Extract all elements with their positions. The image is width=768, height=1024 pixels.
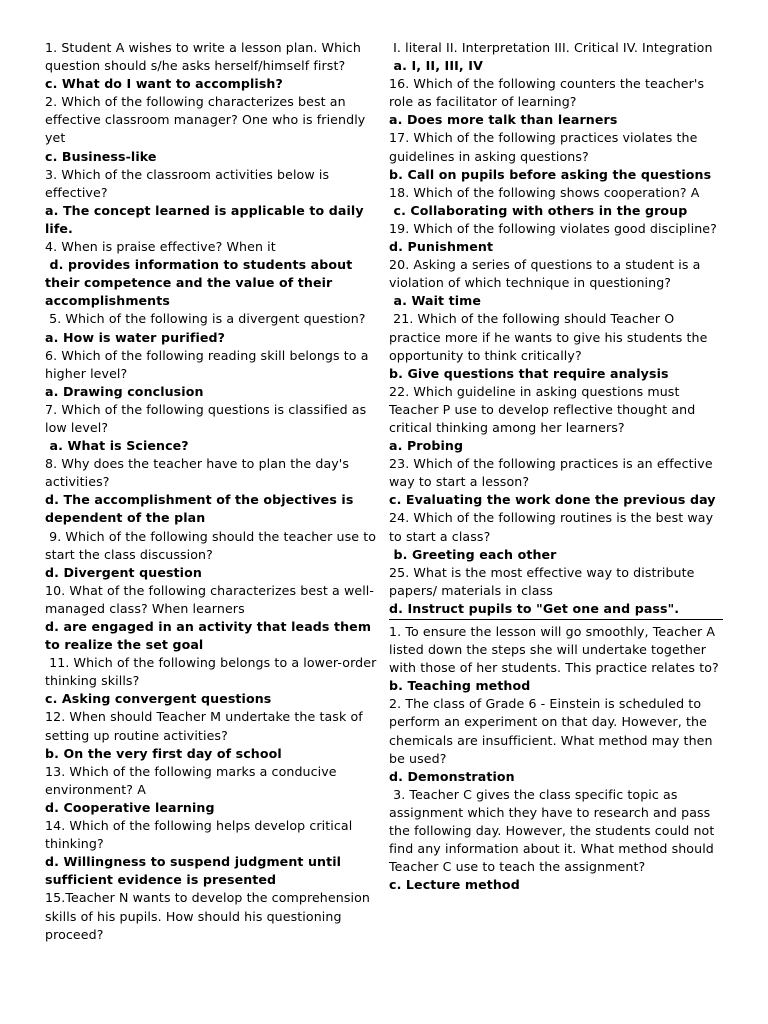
question-text: 13. Which of the following marks a conducive environment? A — [45, 763, 341, 797]
right-column — [389, 39, 723, 894]
answer-line: d. are engaged in an activity that leads them to realize the set goal — [45, 619, 376, 653]
answer-line: a. What is Science? — [45, 438, 189, 454]
question-text: 15.Teacher N wants to develop the comprehension skills of his pupils. How should his questioning proceed? — [45, 890, 375, 942]
left-column — [45, 39, 381, 944]
answer-line: b. Greeting each other — [389, 546, 557, 562]
question-text: 1. Student A wishes to write a lesson plan. Which question should s/he asks herself/himself first? — [45, 40, 366, 74]
question-text: 12. When should Teacher M undertake the task of setting up routine activities? — [45, 709, 367, 743]
question-text: 7. Which of the following questions is classified as low level? — [45, 401, 371, 435]
question-text: 8. Why does the teacher have to plan the day's activities? — [45, 456, 354, 490]
answer-line: a. Wait time — [389, 293, 482, 309]
answer-line: d. The accomplishment of the objectives is dependent of the plan — [45, 492, 358, 526]
answer-line: d. Punishment — [389, 239, 494, 255]
question-text: 11. Which of the following belongs to a lower-order thinking skills? — [45, 655, 381, 689]
question-text: 3. Teacher C gives the class specific topic as assignment which they have to research and pass the following day. However, the students could not find any information about it. What method should Teacher C use to teach the assignment? — [389, 786, 719, 875]
answer-line: a. I, II, III, IV — [389, 58, 483, 74]
question-text: 20. Asking a series of questions to a student is a violation of which technique in questioning? — [389, 257, 705, 291]
question-text: 3. Which of the classroom activities below is effective? — [45, 166, 334, 200]
question-text: 24. Which of the following routines is the best way to start a class? — [389, 510, 718, 544]
question-text: 10. What of the following characterizes best a well-managed class? When learners — [45, 582, 375, 616]
question-text: 21. Which of the following should Teacher O practice more if he wants to give his students the opportunity to think critically? — [389, 311, 712, 363]
answer-line: a. Drawing conclusion — [45, 383, 204, 399]
answer-line: b. Call on pupils before asking the questions — [389, 166, 712, 182]
answer-line: d. Demonstration — [389, 768, 515, 784]
answer-line: a. Does more talk than learners — [389, 112, 618, 128]
question-text: 19. Which of the following violates good discipline? — [389, 220, 717, 236]
question-text: I. literal II. Interpretation III. Critical IV. Integration — [389, 40, 713, 55]
answer-line: c. Asking convergent questions — [45, 691, 272, 707]
question-text: 2. Which of the following characterizes best an effective classroom manager? One who is friendly yet — [45, 94, 370, 146]
answer-line: d. provides information to students about their competence and the value of their accomplishments — [45, 257, 357, 309]
question-text: 17. Which of the following practices violates the guidelines in asking questions? — [389, 130, 702, 164]
answer-line: c. Business-like — [45, 148, 157, 164]
answer-line: c. What do I want to accomplish? — [45, 76, 283, 92]
question-text: 6. Which of the following reading skill belongs to a higher level? — [45, 347, 373, 381]
question-text: 1. To ensure the lesson will go smoothly, Teacher A listed down the steps she will undertake together with those of her students. This practice relates to? — [389, 624, 720, 676]
answer-line: a. The concept learned is applicable to daily life. — [45, 202, 369, 236]
question-text: 5. Which of the following is a divergent question? — [45, 311, 366, 327]
answer-line: d. Instruct pupils to "Get one and pass". — [389, 600, 680, 616]
answer-line: c. Evaluating the work done the previous day — [389, 492, 716, 508]
answer-line: b. Give questions that require analysis — [389, 365, 669, 381]
answer-line: d. Divergent question — [45, 564, 202, 580]
right-column-top-section — [389, 39, 723, 618]
answer-line: b. On the very first day of school — [45, 745, 282, 761]
section-divider — [389, 619, 723, 620]
answer-line: b. Teaching method — [389, 678, 531, 694]
answer-line: a. How is water purified? — [45, 329, 226, 345]
question-text: 14. Which of the following helps develop critical thinking? — [45, 818, 357, 852]
question-text: 16. Which of the following counters the teacher's role as facilitator of learning? — [389, 76, 709, 110]
question-text: 9. Which of the following should the teacher use to start the class discussion? — [45, 528, 381, 562]
question-text: 18. Which of the following shows cooperation? A — [389, 184, 700, 200]
right-column-bottom-section — [389, 623, 723, 894]
answer-line: d. Willingness to suspend judgment until sufficient evidence is presented — [45, 854, 346, 888]
question-text: 22. Which guideline in asking questions must Teacher P use to develop reflective thought and critical thinking among her learners? — [389, 383, 700, 435]
answer-line: a. Probing — [389, 438, 464, 454]
answer-line: d. Cooperative learning — [45, 799, 215, 815]
answer-line: c. Collaborating with others in the group — [389, 202, 688, 218]
question-text: 23. Which of the following practices is an effective way to start a lesson? — [389, 456, 717, 490]
question-text: 25. What is the most effective way to distribute papers/ materials in class — [389, 564, 699, 598]
question-text: 4. When is praise effective? When it — [45, 239, 276, 255]
question-text: 2. The class of Grade 6 - Einstein is scheduled to perform an experiment on that day. However, the chemicals are insufficient. What method may then be used? — [389, 696, 717, 766]
answer-line: c. Lecture method — [389, 877, 520, 893]
